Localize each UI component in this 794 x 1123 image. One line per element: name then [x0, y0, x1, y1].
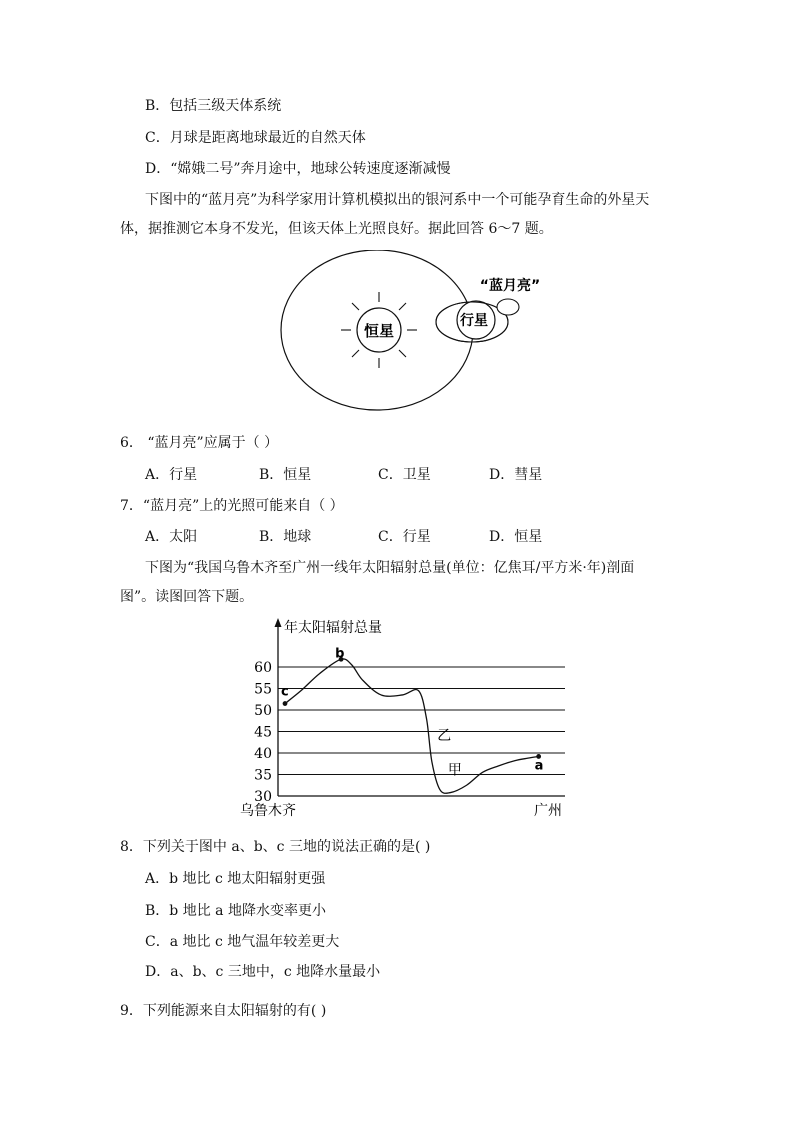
- q7-option-b: B．地球: [259, 529, 312, 545]
- q6-option-a: A．行星: [145, 467, 198, 483]
- y-tick-label: 40: [254, 746, 272, 762]
- point-label-a: a: [534, 758, 544, 774]
- blue-moon-circle: [497, 299, 519, 315]
- q7-option-d: D．恒星: [489, 529, 543, 545]
- q5-option-c: C．月球是距离地球最近的自然天体: [145, 130, 366, 146]
- q7-option-a: A．太阳: [145, 529, 198, 545]
- y-tick-label: 50: [254, 703, 272, 719]
- point-label-b: b: [335, 646, 345, 662]
- q7-stem: 7．“蓝月亮”上的光照可能来自（ ）: [120, 498, 344, 514]
- q8-stem: 8．下列关于图中 a、b、c 三地的说法正确的是( ): [120, 839, 431, 855]
- y-tick-label: 45: [254, 724, 272, 741]
- q6-option-b: B．恒星: [259, 467, 312, 483]
- q5-option-b: B．包括三级天体系统: [145, 98, 282, 114]
- y-axis-label: 年太阳辐射总量: [284, 620, 382, 636]
- orbit-diagram: [270, 250, 570, 430]
- x-start-label: 乌鲁木齐: [240, 803, 296, 819]
- solar-radiation-chart: [230, 612, 590, 822]
- x-end-label: 广州: [534, 803, 562, 819]
- blue-moon-label: “蓝月亮”: [479, 278, 541, 294]
- q7-options: [145, 528, 705, 546]
- y-axis-arrow: [275, 618, 282, 627]
- passage1-line2: 体，据推测它本身不发光，但该天体上光照良好。据此回答 6～7 题。: [120, 221, 553, 237]
- q8-option-b: B．b 地比 a 地降水变率更小: [145, 903, 326, 919]
- q6-option-c: C．卫星: [378, 467, 431, 483]
- passage2-line2: 图”。读图回答下题。: [120, 589, 254, 605]
- annotation-label: 乙: [437, 728, 452, 745]
- passage1-line1: 下图中的“蓝月亮”为科学家用计算机模拟出的银河系中一个可能孕育生命的外星天: [145, 192, 650, 208]
- passage2-line1: 下图为“我国乌鲁木齐至广州一线年太阳辐射总量(单位：亿焦耳/平方米·年)剖面: [145, 560, 635, 576]
- q8-option-a: A．b 地比 c 地太阳辐射更强: [145, 871, 326, 887]
- annotation-label: 甲: [447, 762, 462, 779]
- point-label-c: c: [281, 684, 289, 700]
- q8-option-c: C．a 地比 c 地气温年较差更大: [145, 934, 340, 950]
- y-tick-label: 55: [254, 681, 272, 698]
- q6-option-d: D．彗星: [489, 467, 543, 483]
- q6-options: [145, 466, 705, 484]
- q9-stem: 9．下列能源来自太阳辐射的有( ): [120, 1003, 327, 1019]
- y-tick-label: 30: [254, 789, 272, 805]
- y-tick-label: 60: [254, 660, 272, 676]
- radiation-curve: [285, 659, 539, 793]
- q8-option-d: D．a、b、c 三地中，c 地降水量最小: [145, 964, 381, 980]
- q6-stem: 6． “蓝月亮”应属于（ ）: [120, 435, 279, 451]
- q7-option-c: C．行星: [378, 529, 431, 545]
- planet-label: 行星: [460, 313, 488, 329]
- q5-option-d: D．“嫦娥二号”奔月途中，地球公转速度逐渐减慢: [145, 161, 451, 177]
- point-c: [283, 701, 288, 706]
- star-label: 恒星: [363, 322, 395, 340]
- y-tick-label: 35: [254, 767, 272, 784]
